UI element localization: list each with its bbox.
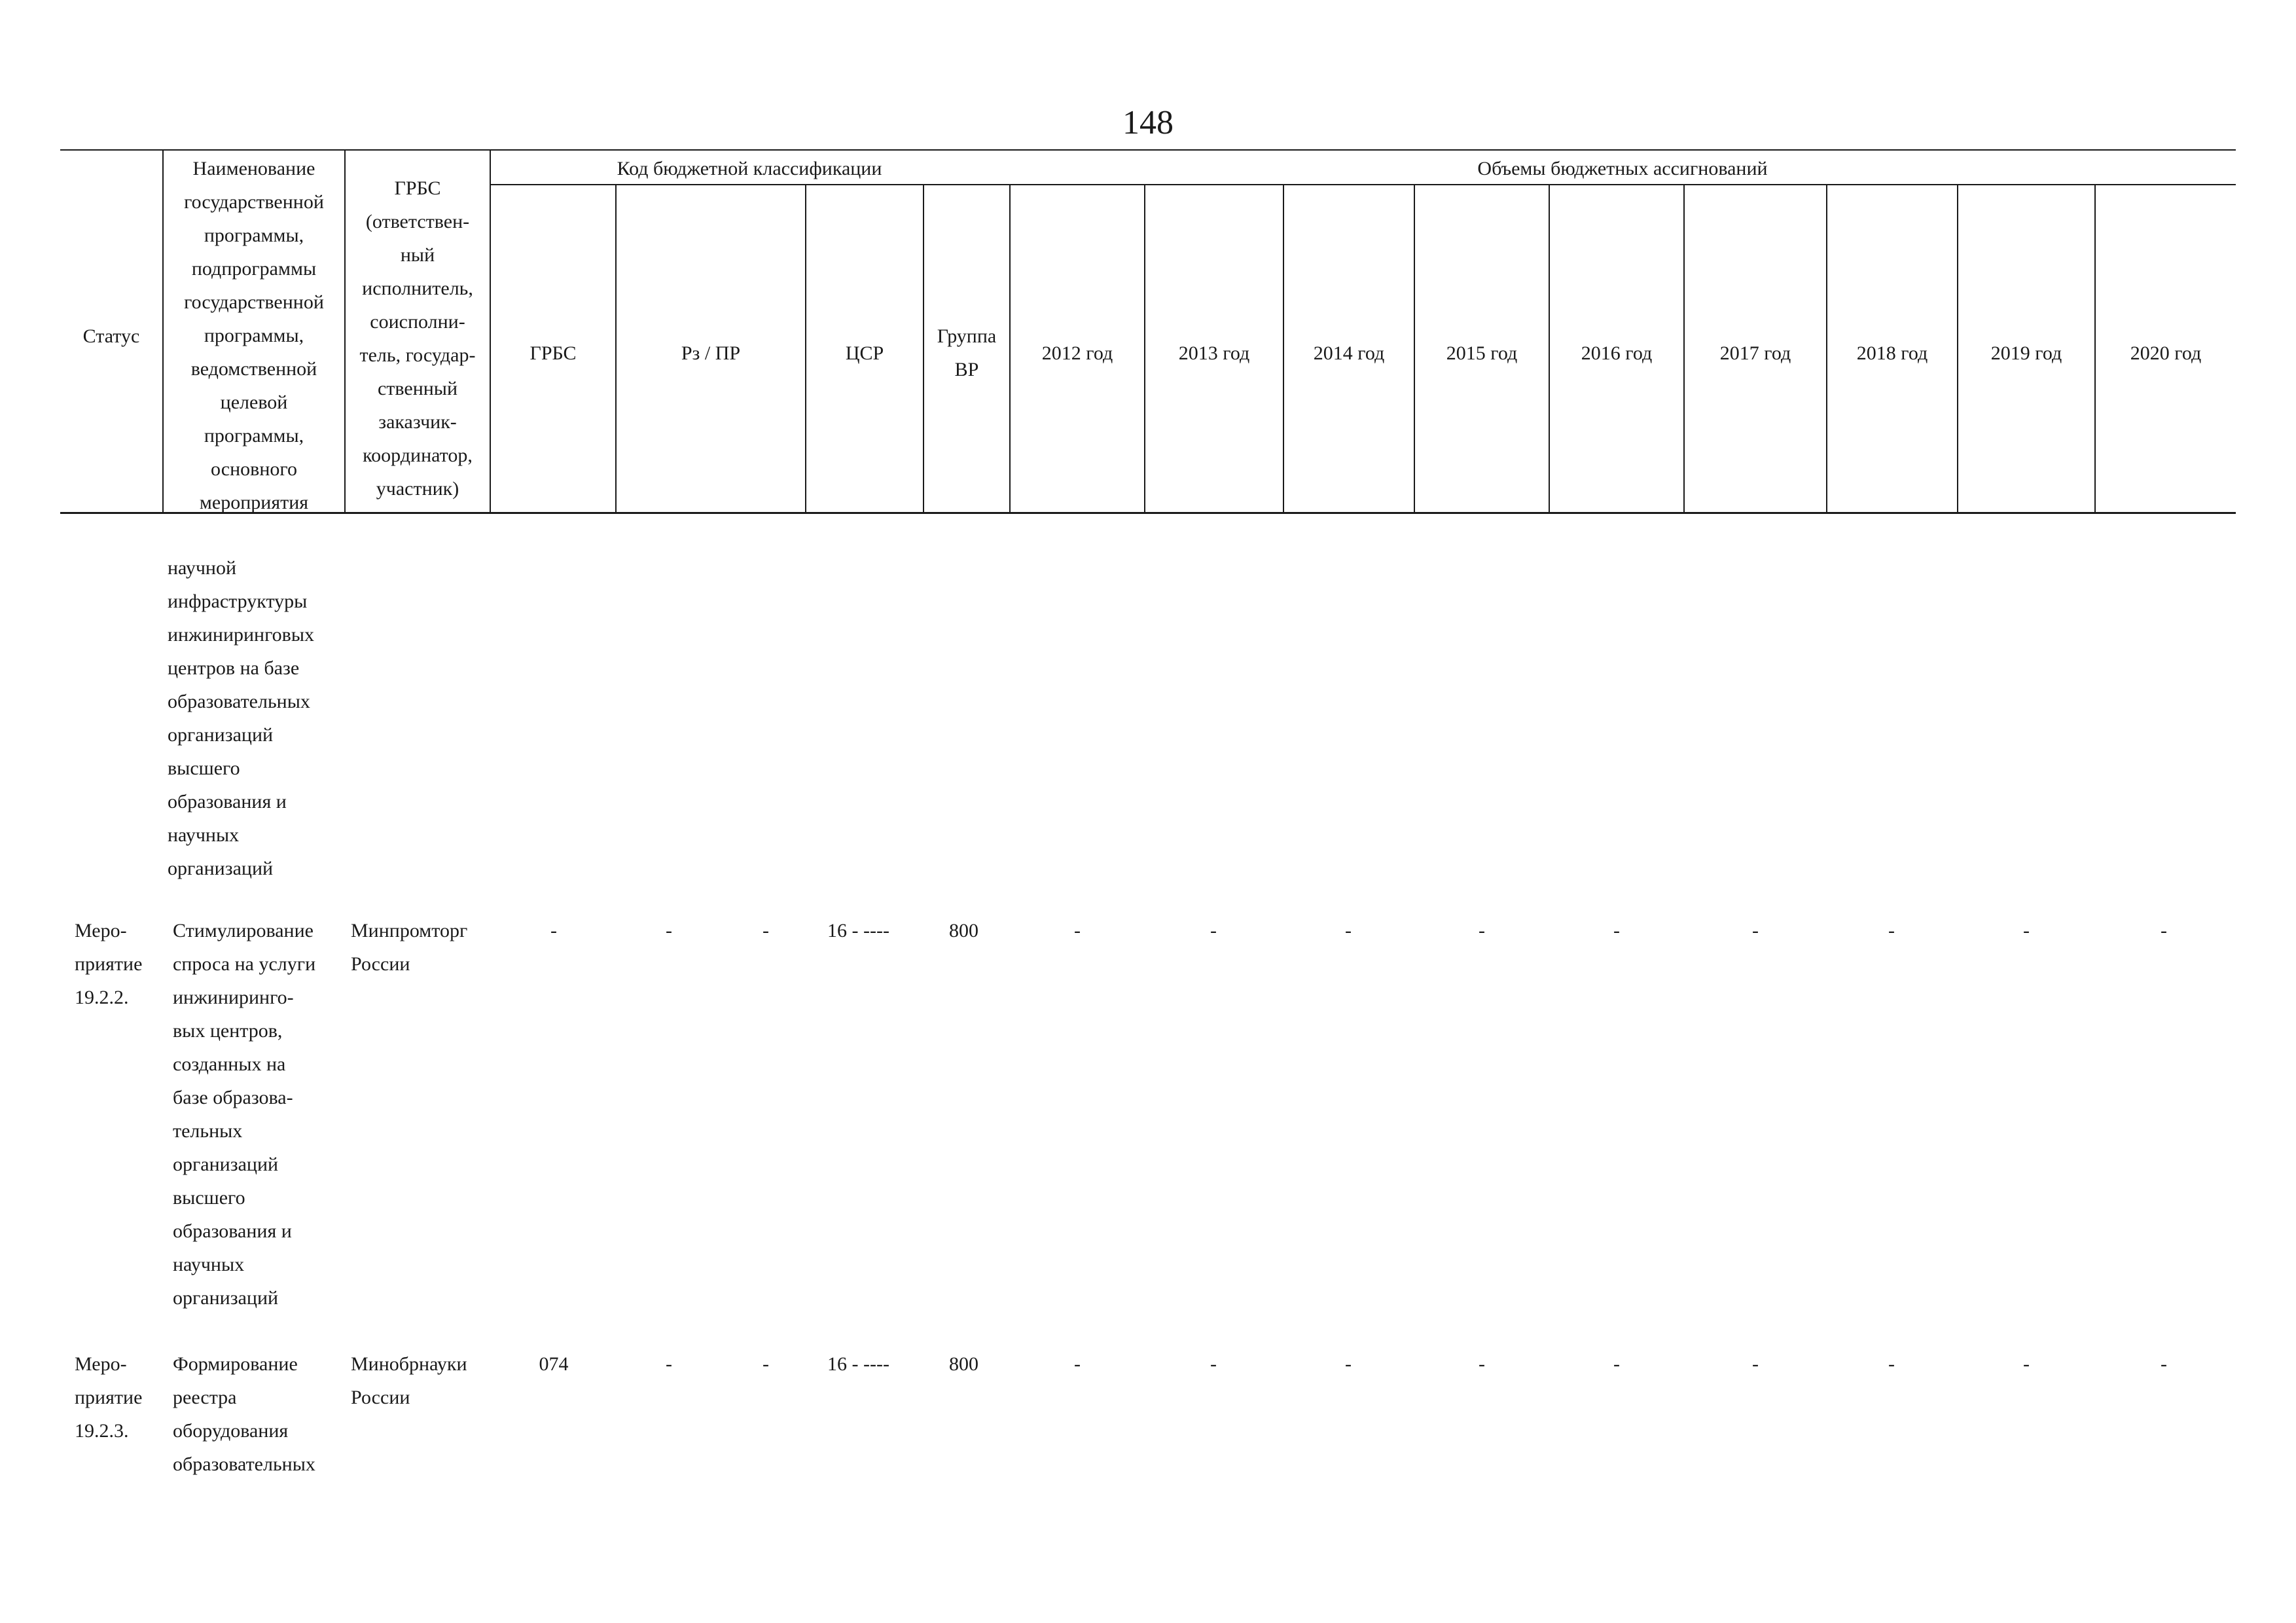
row-year-2013: -	[1210, 1353, 1217, 1375]
row-year-2020: -	[2161, 920, 2167, 941]
header-group-volumes: Объемы бюджетных ассигнований	[1477, 158, 1768, 179]
row-year-2017: -	[1752, 920, 1759, 941]
row-year-2018: -	[1888, 920, 1895, 941]
row-year-2018: -	[1888, 1353, 1895, 1375]
header-year-2016: 2016 год	[1581, 342, 1653, 364]
header-year-2018: 2018 год	[1856, 342, 1928, 364]
row-year-2015: -	[1479, 1353, 1485, 1375]
continuation-name-text: научной инфраструктуры инжиниринговых центров на базе образовательных организаций высшего образования и научных организаций	[168, 557, 314, 879]
page-number: 148	[1122, 104, 1174, 141]
header-status: Статус	[82, 325, 140, 347]
header-year-2012: 2012 год	[1041, 342, 1113, 364]
row-vr: 800	[949, 920, 978, 941]
row-pr: -	[762, 920, 769, 941]
header-name: Наименование государственной программы, подпрограммы государственной программы, ведомственной целевой программы, основного мероприятия	[184, 158, 324, 513]
header-year-2015: 2015 год	[1446, 342, 1518, 364]
header-csr: ЦСР	[845, 342, 884, 364]
row-name: Стимулирование спроса на услуги инжиниринго- вых центров, созданных на базе образова- тельных организаций высшего образования и научных организаций	[173, 920, 316, 1309]
header-year-2014: 2014 год	[1313, 342, 1385, 364]
header-year-2013: 2013 год	[1178, 342, 1250, 364]
header-group-code: Код бюджетной классификации	[617, 158, 882, 179]
row-status: Меро- приятие 19.2.2.	[75, 920, 143, 1008]
row-vr: 800	[949, 1353, 978, 1375]
header-group-vr: Группа ВР	[937, 325, 997, 380]
row-year-2016: -	[1613, 920, 1620, 941]
header-divider	[490, 149, 491, 513]
row-year-2019: -	[2023, 1353, 2030, 1375]
row-grbs: -	[550, 920, 557, 941]
table-header-bottom-rule	[60, 512, 2236, 514]
row-year-2020: -	[2161, 1353, 2167, 1375]
row-rz: -	[666, 1353, 672, 1375]
row-grbs-responsible: Минпромторг России	[351, 920, 468, 975]
table-top-rule	[60, 149, 2236, 151]
header-grbs-responsible: ГРБС (ответствен- ный исполнитель, соисполни- тель, государ- ственный заказчик- координатор, участник)	[359, 177, 476, 500]
row-grbs: 074	[539, 1353, 569, 1375]
row-year-2014: -	[1345, 920, 1352, 941]
row-name: Формирование реестра оборудования образовательных	[173, 1353, 315, 1475]
row-status: Меро- приятие 19.2.3.	[75, 1353, 143, 1442]
row-grbs-responsible: Минобрнауки России	[351, 1353, 467, 1408]
row-year-2019: -	[2023, 920, 2030, 941]
row-year-2017: -	[1752, 1353, 1759, 1375]
row-year-2012: -	[1074, 1353, 1081, 1375]
header-year-2017: 2017 год	[1719, 342, 1791, 364]
header-year-2020: 2020 год	[2130, 342, 2202, 364]
row-rz: -	[666, 920, 672, 941]
row-year-2012: -	[1074, 920, 1081, 941]
row-csr: 16 - ----	[827, 1353, 889, 1375]
row-csr: 16 - ----	[827, 920, 889, 941]
header-year-2019: 2019 год	[1990, 342, 2062, 364]
table-subheader-rule	[490, 184, 2236, 185]
header-rz-pr: Рз / ПР	[681, 342, 741, 364]
row-pr: -	[762, 1353, 769, 1375]
row-year-2015: -	[1479, 920, 1485, 941]
row-year-2016: -	[1613, 1353, 1620, 1375]
row-year-2013: -	[1210, 920, 1217, 941]
header-grbs: ГРБС	[529, 342, 577, 364]
row-year-2014: -	[1345, 1353, 1352, 1375]
